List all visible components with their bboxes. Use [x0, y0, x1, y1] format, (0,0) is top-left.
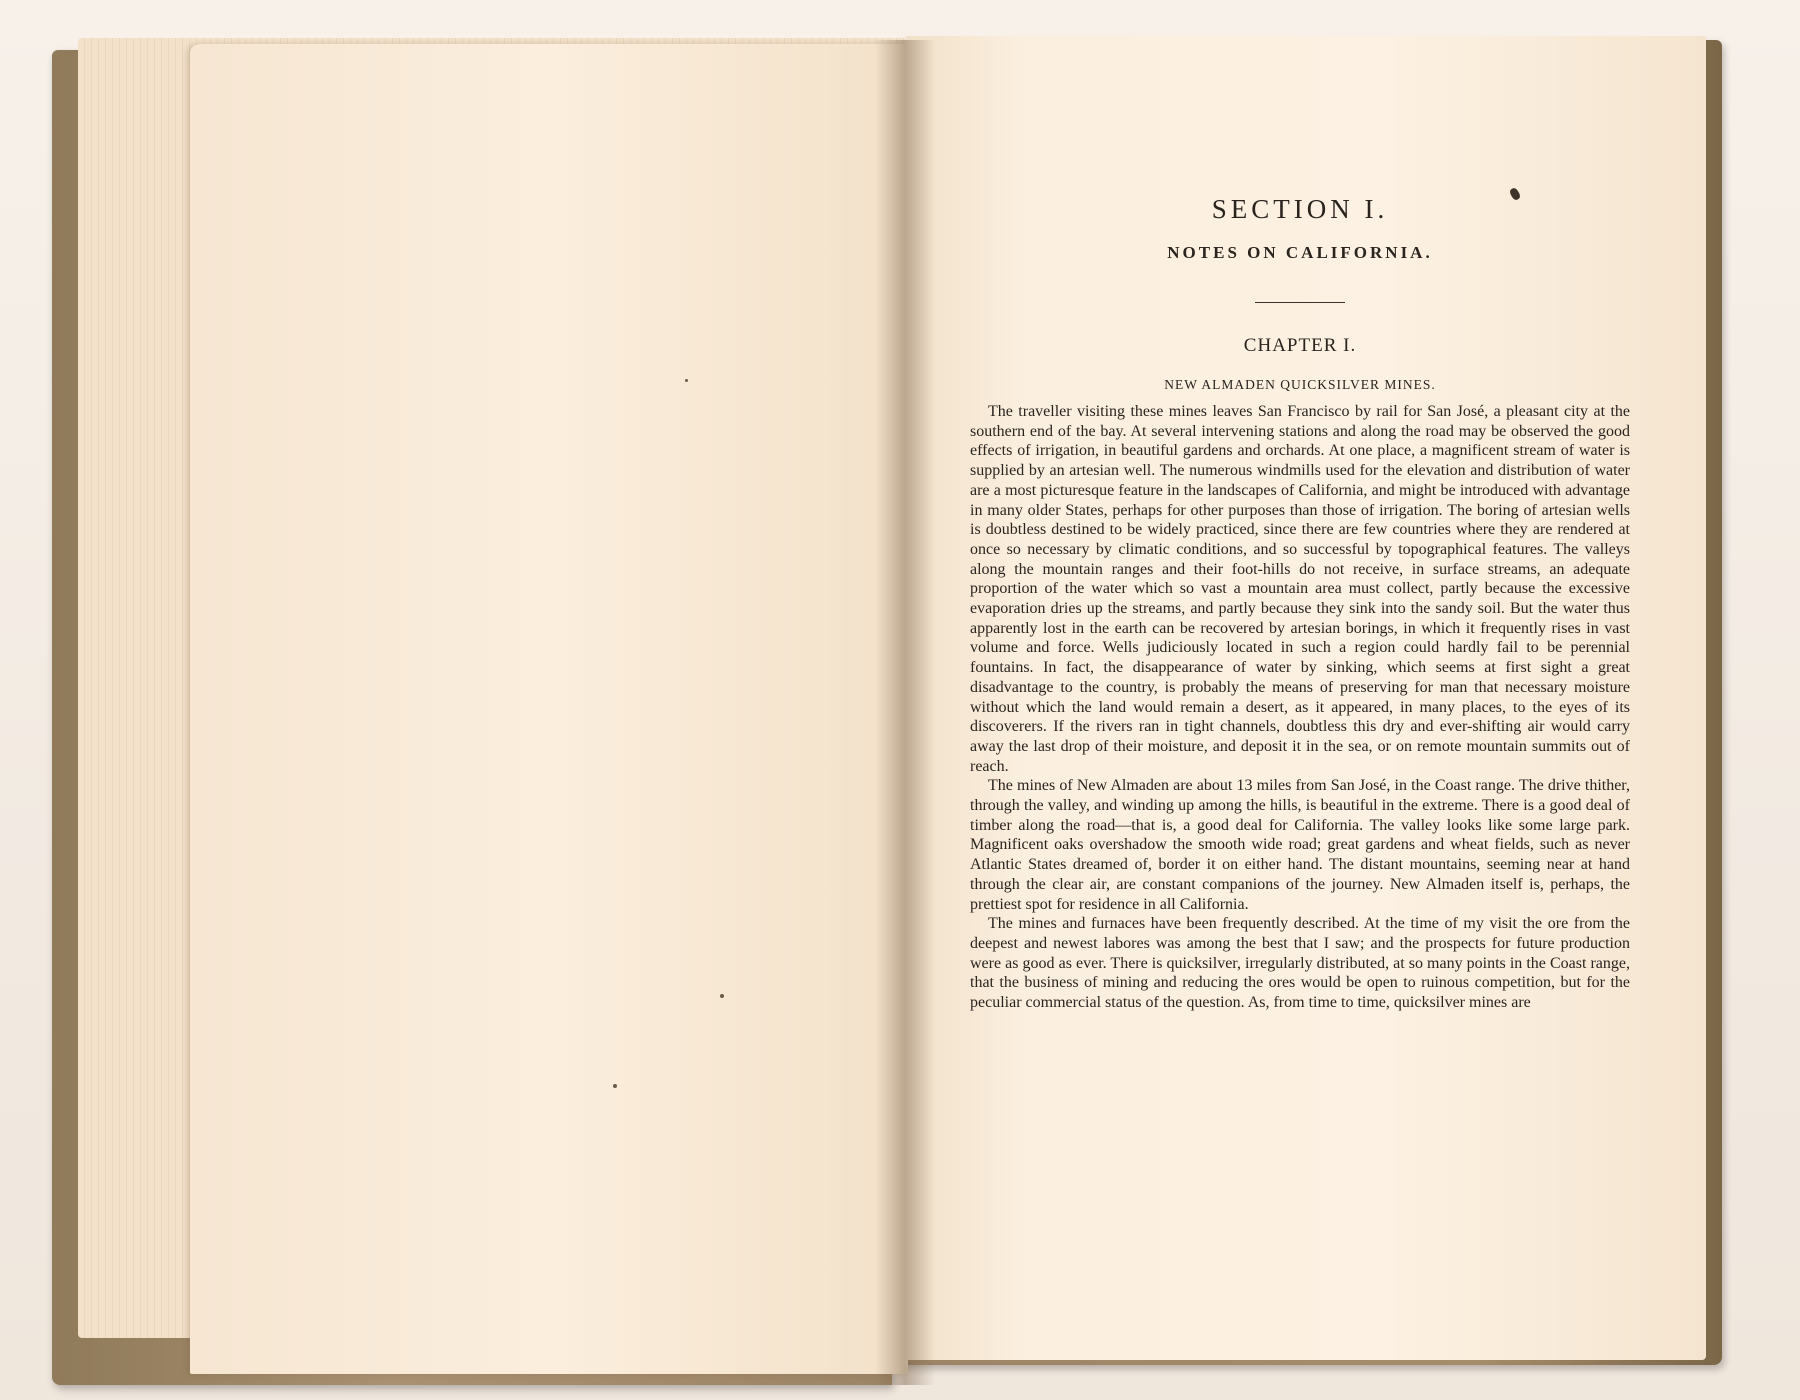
section-subtitle: NOTES ON CALIFORNIA.: [1167, 243, 1433, 262]
divider-rule: [1255, 302, 1345, 303]
blank-left-page: [190, 44, 908, 1374]
paper-speck: [720, 994, 724, 998]
section-title: SECTION I.: [1211, 194, 1389, 224]
page-text: [970, 190, 1630, 1013]
book-spine-shadow: [875, 40, 935, 1385]
chapter-subtitle: NEW ALMADEN QUICKSILVER MINES.: [1164, 377, 1436, 392]
paragraph: The mines of New Almaden are about 13 miles from San José, in the Coast range. The drive thither, through the valley, and winding up among the hills, is beautiful in the extreme. There is a good deal of timber along the road—that is, a good deal for California. The valley looks like some large park. Magnificent oaks overshadow the smooth wide road; great gardens and wheat fields, such as never Atlantic States dreamed of, border it on either hand. The distant mountains, seeming near at hand through the clear air, are constant companions of the journey. New Almaden itself is, perhaps, the prettiest spot for residence in all California.: [970, 777, 1630, 913]
paper-speck: [685, 379, 688, 382]
body-text: [970, 402, 1630, 1013]
paper-speck: [613, 1084, 617, 1088]
chapter-title: CHAPTER I.: [1243, 335, 1357, 356]
paragraph: The traveller visiting these mines leaves San Francisco by rail for San José, a pleasant city at the southern end of the bay. At several intervening stations and along the road may be observed the good effects of irrigation, in beautiful gardens and orchards. At one place, a magnificent stream of water is supplied by an artesian well. The numerous windmills used for the elevation and distribution of water are a most picturesque feature in the landscapes of California, and might be introduced with advantage in many older States, perhaps for other purposes than those of irrigation. The boring of artesian wells is doubtless destined to be widely practiced, since there are few countries where they are rendered at once so necessary by climatic conditions, and so successful by topographical features. The valleys along the mountain ranges and their foot-hills do not receive, in surface streams, an adequate proportion of the water which so vast a mountain area must collect, partly because the excessive evaporation dries up the streams, and partly because they sink into the sandy soil. But the water thus apparently lost in the earth can be recovered by artesian borings, in which it frequently rises in vast volume and force. Wells judiciously located in such a region could hardly fail to be perennial fountains. In fact, the disappearance of water by sinking, which seems at first sight a great disadvantage to the country, is probably the means of preserving for man that necessary moisture without which the land would remain a desert, as it appeared, in many places, to the eyes of its discoverers. If the rivers ran in tight channels, doubtless this dry and ever-shifting air would carry away the last drop of their moisture, and deposit it in the sea, or on remote mountain summits out of reach.: [970, 403, 1630, 775]
paragraph: The mines and furnaces have been frequently described. At the time of my visit the ore from the deepest and newest labores was among the best that I saw; and the prospects for future production were as good as ever. There is quicksilver, irregularly distributed, at so many points in the Coast range, that the business of mining and reducing the ores would be open to ruinous competition, but for the peculiar commercial status of the question. As, from time to time, quicksilver mines are: [970, 915, 1630, 1012]
